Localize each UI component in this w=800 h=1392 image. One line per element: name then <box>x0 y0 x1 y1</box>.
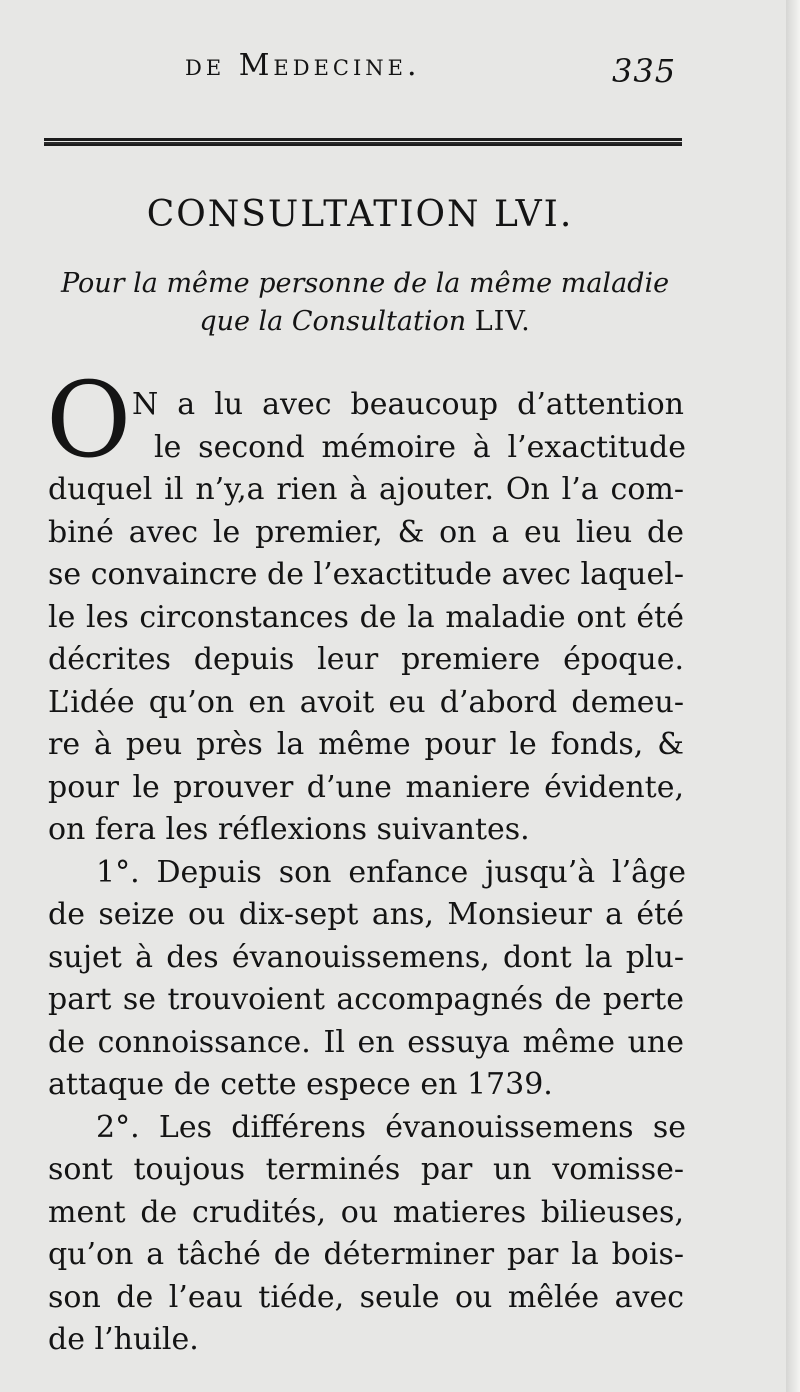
body-line: 1°. Depuis son enfance jusqu’à l’âge <box>96 855 686 890</box>
running-head: de Medecine. <box>185 48 421 83</box>
body-line: qu’on a tâché de déterminer par la bois- <box>48 1237 684 1272</box>
header-rule-inner <box>44 142 682 144</box>
header-rule <box>44 138 682 146</box>
body-line: part se trouvoient accompagnés de perte <box>48 982 684 1017</box>
body-line: N a lu avec beaucoup d’attention <box>132 387 684 422</box>
subtitle-line-2-roman: LIV. <box>474 306 531 337</box>
body-line: se convaincre de l’exactitude avec laquel- <box>48 557 684 592</box>
body-line: attaque de cette espece en 1739. <box>48 1067 553 1102</box>
body-line: son de l’eau tiéde, seule ou mêlée avec <box>48 1280 684 1315</box>
body-line: ment de crudités, ou matieres bilieuses, <box>48 1195 684 1230</box>
body-line: de l’huile. <box>48 1322 199 1357</box>
body-line: sujet à des évanouissemens, dont la plu- <box>48 940 684 975</box>
body-line: sont toujous terminés par un vomisse- <box>48 1152 684 1187</box>
body-line: de seize ou dix-sept ans, Monsieur a été <box>48 897 684 932</box>
body-line: décrites depuis leur premiere époque. <box>48 642 684 677</box>
body-line: L’idée qu’on en avoit eu d’abord demeu- <box>48 685 684 720</box>
drop-cap: O <box>46 359 132 481</box>
body-line: on fera les réflexions suivantes. <box>48 812 530 847</box>
page-edge <box>786 0 800 1392</box>
page-number: 335 <box>612 52 677 90</box>
consultation-title: CONSULTATION LVI. <box>146 194 574 235</box>
body-line: re à peu près la même pour le fonds, & <box>48 727 684 762</box>
subtitle-line-2-italic: que la Consultation <box>199 306 467 337</box>
body-line: biné avec le premier, & on a eu lieu de <box>48 515 684 550</box>
body-line: le second mémoire à l’exactitude <box>154 430 686 465</box>
body-line: 2°. Les différens évanouissemens se <box>96 1110 686 1145</box>
subtitle-line-2 <box>40 306 690 337</box>
body-line: de connoissance. Il en essuya même une <box>48 1025 684 1060</box>
body-line: pour le prouver d’une maniere évidente, <box>48 770 684 805</box>
body-line: duquel il n’y,a rien à ajouter. On l’a com- <box>48 472 684 507</box>
body-line: le les circonstances de la maladie ont été <box>48 600 684 635</box>
subtitle-line-1: Pour la même personne de la même maladie <box>60 268 670 299</box>
